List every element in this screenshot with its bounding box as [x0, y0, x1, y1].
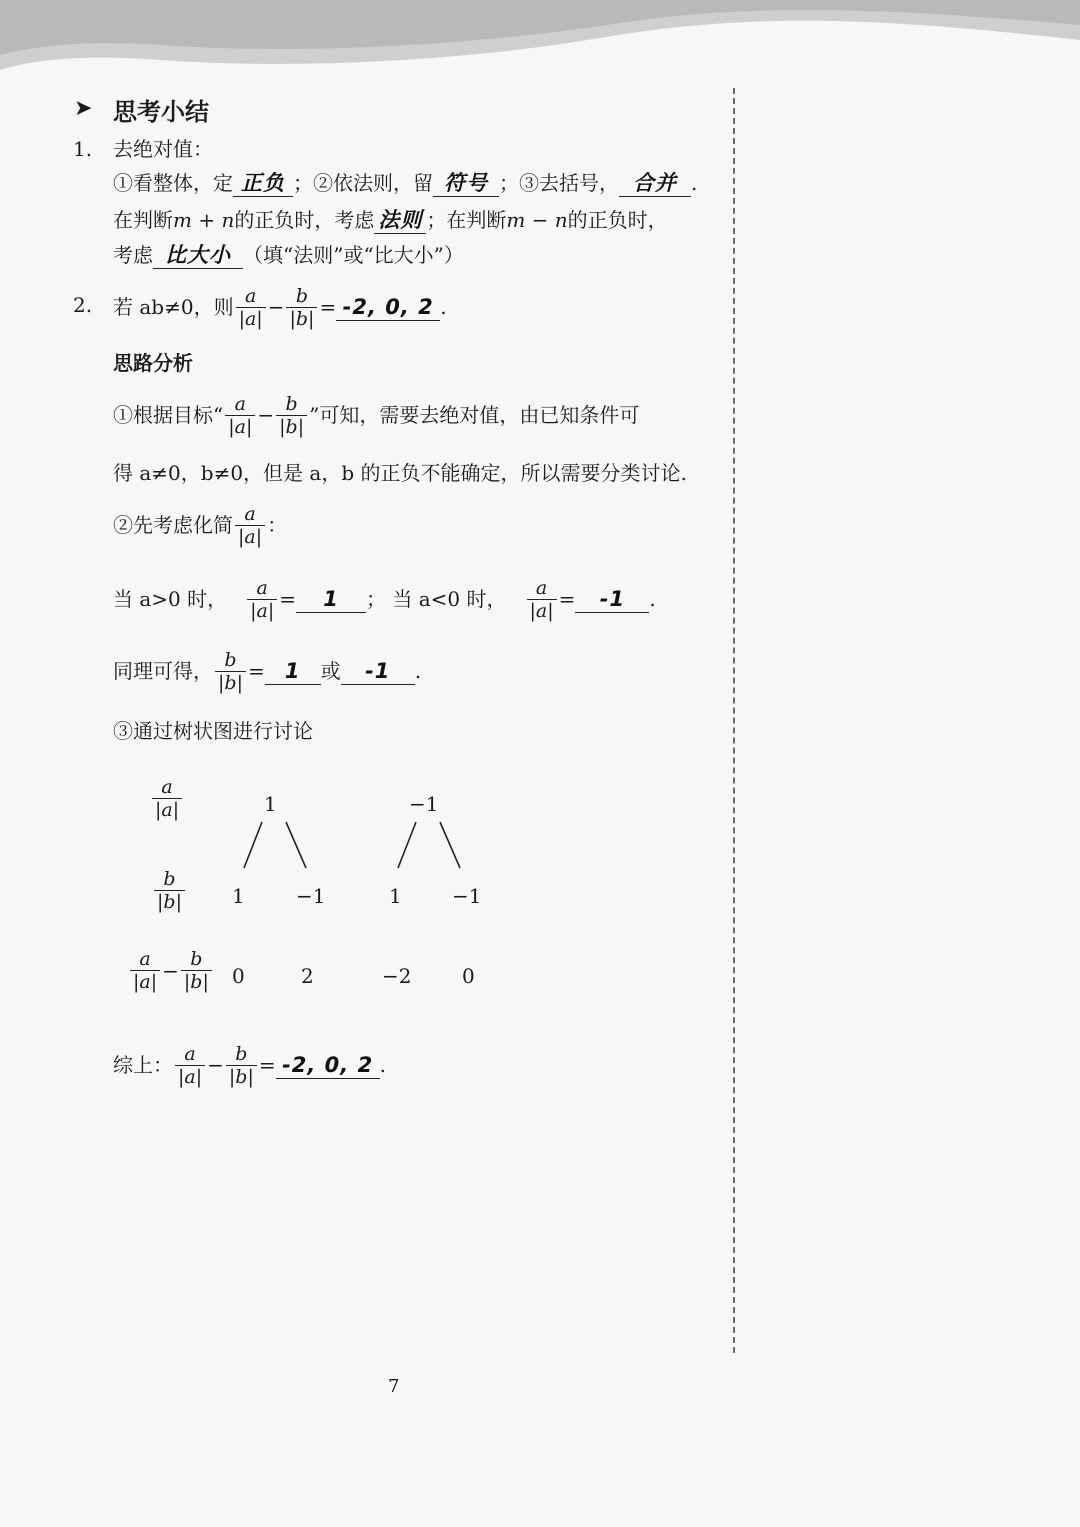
summary-answer: -2, 0, 2 [276, 1052, 380, 1079]
header-wave-band [0, 0, 1080, 78]
tree-result: 2 [301, 964, 314, 988]
q2-answer: -2, 0, 2 [336, 294, 440, 321]
q1-heading: 去绝对值： [113, 137, 213, 161]
tree-mid-node: 1 [232, 884, 245, 908]
tree-mid-node: −1 [452, 884, 482, 908]
fraction-a-over-abs-a: $\frac{a}{|a|}$ [235, 503, 265, 548]
analysis-cases: 当 a>0 时， $\frac{a}{|a|}$ = 1 ； 当 a<0 时， $\frac{a}{|a|}$ = -1 . [113, 576, 656, 622]
tree-result: 0 [232, 964, 245, 988]
section-title: 思考小结 [113, 97, 209, 126]
tree-label-difference: $\frac{a}{|a|}$ − $\frac{b}{|b|}$ [128, 948, 214, 993]
arrow-icon: ➤ [74, 96, 93, 121]
blank-case-negative: -1 [575, 586, 649, 613]
fraction-b-over-abs-b: $\frac{b}{|b|}$ [226, 1043, 257, 1088]
analysis-step1: ①根据目标“ $\frac{a}{|a|}$ − $\frac{b}{|b|}$ ”可知，需要去绝对值，由已知条件可 [113, 392, 640, 438]
q1-line1: ①看整体，定 正负 ；②依法则，留 符号 ；③去括号， 合并 . [113, 171, 698, 195]
tree-top-node: −1 [409, 792, 439, 816]
fraction-b-over-abs-b: $\frac{b}{|b|}$ [276, 393, 307, 438]
q2-statement: 若 ab≠0，则 $\frac{a}{|a|}$ − $\frac{b}{|b|}$ = -2, 0, 2 . [113, 284, 447, 330]
q1-number: 1. [73, 137, 93, 161]
blank-symbol: 符号 [433, 170, 499, 197]
page-number: 7 [388, 1376, 400, 1397]
blank-rule: 法则 [374, 207, 426, 234]
fraction-b-over-abs-b: $\frac{b}{|b|}$ [215, 649, 246, 694]
analysis-step3: ③通过树状图进行讨论 [113, 719, 313, 743]
summary: 综上： $\frac{a}{|a|}$ − $\frac{b}{|b|}$ = -2, 0, 2 . [113, 1042, 386, 1088]
tree-mid-node: −1 [296, 884, 326, 908]
q2-number: 2. [73, 293, 93, 317]
tree-mid-node: 1 [389, 884, 402, 908]
blank-merge: 合并 [619, 170, 691, 197]
analysis-step2: ②先考虑化简 $\frac{a}{|a|}$ ： [113, 502, 288, 548]
analysis-heading: 思路分析 [113, 351, 193, 375]
q1-line3: 考虑 比大小 （填“法则”或“比大小”） [113, 243, 464, 267]
tree-branches [230, 818, 490, 874]
tree-label-b: $\frac{b}{|b|}$ [152, 868, 187, 913]
tree-result: −2 [382, 964, 412, 988]
blank-similar-2: -1 [341, 658, 415, 685]
fraction-a-over-abs-a: $\frac{a}{|a|}$ [247, 577, 277, 622]
analysis-step1-line2: 得 a≠0，b≠0，但是 a，b 的正负不能确定，所以需要分类讨论. [113, 461, 687, 485]
tree-top-node: 1 [264, 792, 277, 816]
tree-label-a: $\frac{a}{|a|}$ [150, 776, 184, 821]
blank-sign: 正负 [233, 170, 293, 197]
blank-case-positive: 1 [296, 586, 366, 613]
fraction-a-over-abs-a: $\frac{a}{|a|}$ [236, 285, 266, 330]
column-divider [733, 88, 735, 1353]
blank-compare: 比大小 [153, 242, 243, 269]
q1-line2: 在判断m + n的正负时，考虑 法则 ；在判断m − n的正负时， [113, 208, 668, 232]
blank-similar-1: 1 [265, 658, 321, 685]
fraction-a-over-abs-a: $\frac{a}{|a|}$ [175, 1043, 205, 1088]
tree-result: 0 [462, 964, 475, 988]
fraction-a-over-abs-a: $\frac{a}{|a|}$ [225, 393, 255, 438]
analysis-similar: 同理可得， $\frac{b}{|b|}$ = 1 或 -1 . [113, 648, 422, 694]
fraction-a-over-abs-a: $\frac{a}{|a|}$ [527, 577, 557, 622]
fraction-b-over-abs-b: $\frac{b}{|b|}$ [286, 285, 317, 330]
